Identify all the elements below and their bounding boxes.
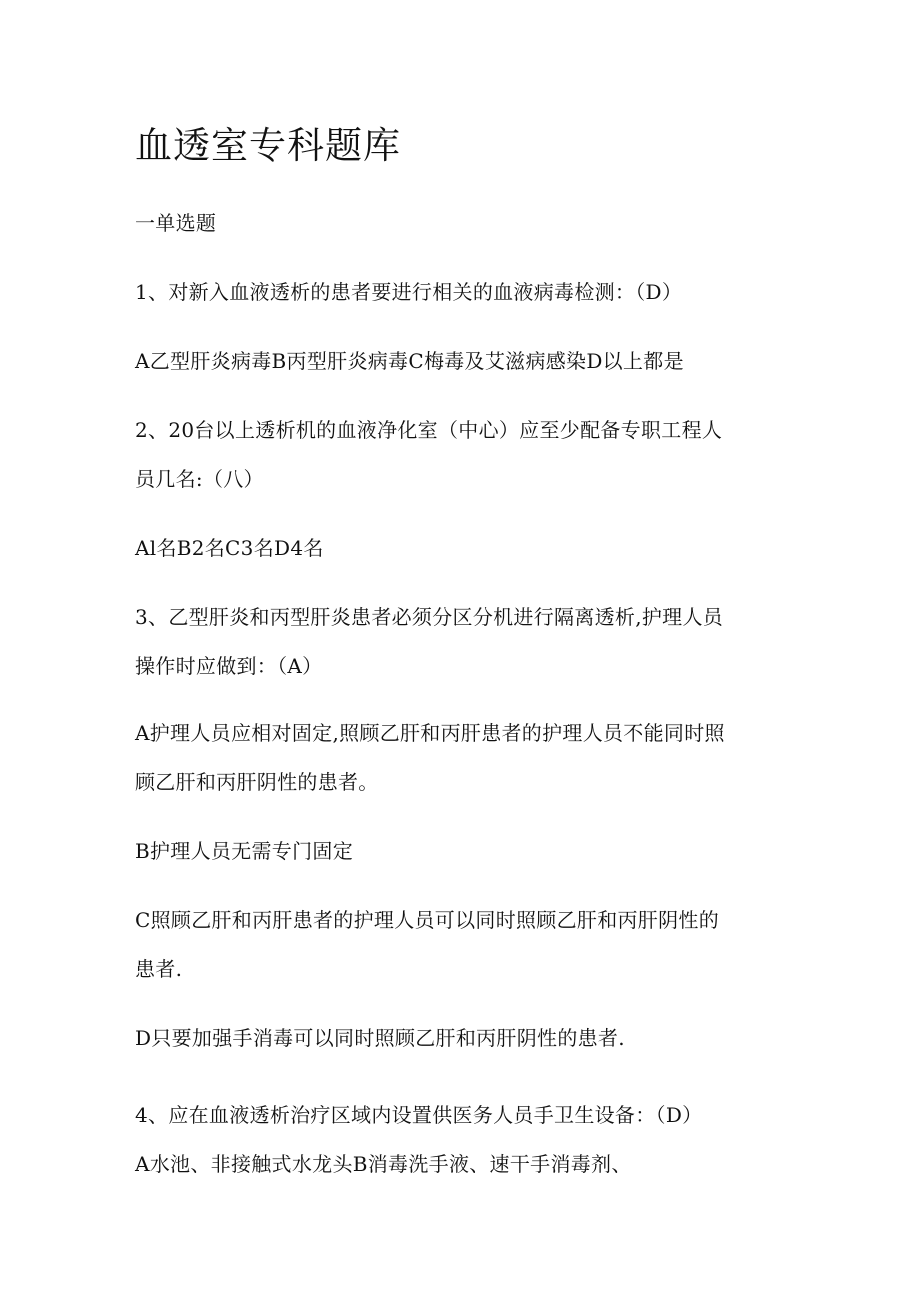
question-3-option-a-line-1: A护理人员应相对固定,照顾乙肝和丙肝患者的护理人员不能同时照 — [135, 721, 725, 745]
question-2-options: Al名B2名C3名D4名 — [135, 536, 324, 560]
question-2-line-1: 2、20台以上透析机的血液净化室（中心）应至少配备专职工程人 — [135, 418, 723, 442]
question-3-line-2: 操作时应做到：（A） — [135, 654, 323, 678]
question-2-line-2: 员几名:（八） — [135, 467, 264, 491]
section-heading: 一单选题 — [135, 211, 217, 235]
question-4-options: A水池、非接触式水龙头B消毒洗手液、速干手消毒剂、 — [135, 1152, 632, 1176]
question-4: 4、应在血液透析治疗区域内设置供医务人员手卫生设备：（D） — [135, 1103, 703, 1127]
question-1-options: A乙型肝炎病毒B丙型肝炎病毒C梅毒及艾滋病感染D以上都是 — [135, 349, 684, 373]
question-3-option-a-line-2: 顾乙肝和丙肝阴性的患者。 — [135, 770, 379, 794]
question-1: 1、对新入血液透析的患者要进行相关的血液病毒检测：（D） — [135, 280, 683, 304]
question-3-line-1: 3、乙型肝炎和丙型肝炎患者必须分区分机进行隔离透析,护理人员 — [135, 605, 724, 629]
question-3-option-b: B护理人员无需专门固定 — [135, 839, 353, 863]
page-title: 血透室专科题库 — [135, 124, 401, 167]
question-3-option-c-line-1: C照顾乙肝和丙肝患者的护理人员可以同时照顾乙肝和丙肝阴性的 — [135, 908, 720, 932]
question-3-option-d: D只要加强手消毒可以同时照顾乙肝和丙肝阴性的患者. — [135, 1026, 625, 1050]
question-3-option-c-line-2: 患者. — [135, 957, 183, 981]
